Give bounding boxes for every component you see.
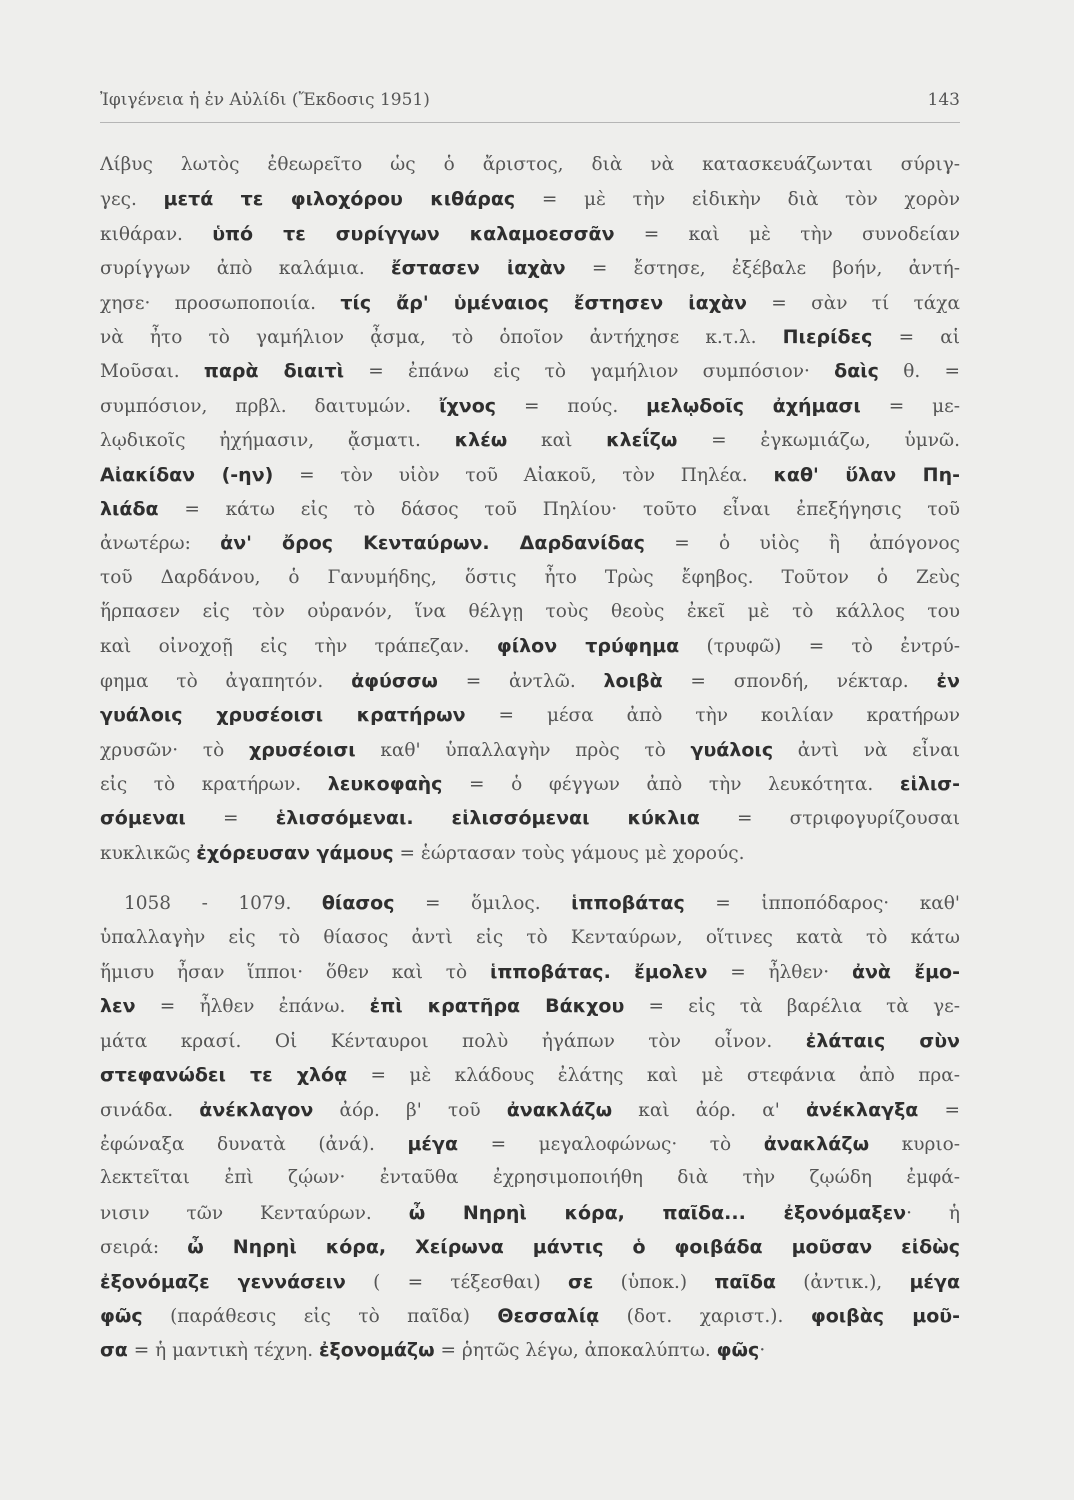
text-line [100, 217, 960, 251]
lemma-term: ἐλάταις σὺν [805, 1029, 960, 1052]
gloss-text: Μοῦσαι. [100, 361, 204, 383]
text-line [100, 836, 960, 870]
page-number: 143 [927, 90, 960, 110]
text-line [100, 1230, 960, 1264]
lemma-term: Θεσσαλίᾳ [497, 1304, 600, 1327]
lemma-term: ἀνέκλαγξα [805, 1098, 919, 1121]
text-line [100, 458, 960, 492]
lemma-term: μετά τε φιλοχόρου κιθάρας [163, 188, 516, 211]
lemma-term: παῖδα [714, 1270, 776, 1293]
gloss-text: κυκλικῶς [100, 842, 197, 864]
text-line [100, 1299, 960, 1333]
text-line [100, 989, 960, 1023]
gloss-text: = μὲ κλάδους ἐλάτης καὶ μὲ στεφάνια ἀπὸ πρα- [347, 1065, 960, 1087]
gloss-text: (ὑποκ.) [593, 1271, 715, 1293]
text-line [100, 561, 960, 595]
lemma-term: λευκοφαὴς [327, 773, 443, 796]
lemma-term: χρυσέοισι [248, 738, 356, 761]
gloss-text: = ἱπποπόδαρος· καθ' [684, 893, 960, 915]
gloss-text: νὰ ἦτο τὸ γαμήλιον ᾆσμα, τὸ ὁποῖον ἀντήχησε κ.τ.λ. [100, 326, 783, 348]
gloss-text: = ἐγκωμιάζω, ὑμνῶ. [677, 430, 960, 452]
gloss-text: = ἦλθεν· [707, 961, 852, 983]
text-line [100, 389, 960, 423]
gloss-text: καὶ ἀόρ. α' [612, 1099, 806, 1121]
page-header [100, 88, 960, 123]
lemma-term: ἀν' ὄρος Κενταύρων. Δαρδανίδας [220, 532, 645, 555]
gloss-text: φημα τὸ ἀγαπητόν. [100, 670, 352, 692]
lemma-term: τίς ἄρ' ὑμέναιος ἔστησεν ἰαχὰν [340, 291, 747, 314]
lemma-term: μελῳδοῖς ἀχήμασι [646, 394, 861, 417]
running-title: Ἰφιγένεια ἡ ἐν Αὐλίδι (Ἔκδοσις 1951) [100, 90, 430, 110]
text-line [100, 733, 960, 767]
gloss-text: = [185, 808, 276, 830]
lemma-term: ἱπποβάτας. ἔμολεν [489, 960, 708, 983]
gloss-text: ἥμισυ ἦσαν ἵπποι· ὅθεν καὶ τὸ [100, 961, 490, 983]
lemma-term: λοιβὰ [603, 669, 663, 692]
lemma-term: ἴχνος [439, 394, 497, 417]
gloss-text: (παράθεσις εἰς τὸ παῖδα) [142, 1305, 498, 1327]
lemma-term: ἱπποβάτας [571, 892, 685, 915]
gloss-text: ἐφώναξα δυνατὰ (ἀνά). [100, 1133, 408, 1155]
gloss-text: ἀόρ. β' τοῦ [313, 1099, 507, 1121]
gloss-text: = ἡ μαντικὴ τέχνη. [127, 1340, 319, 1362]
text-line [100, 955, 960, 989]
gloss-text: εἰς τὸ κρατήρων. [100, 774, 328, 796]
gloss-text: θ. = [878, 361, 960, 383]
gloss-text: καὶ [507, 430, 607, 452]
lemma-term: ἀφύσσω [351, 669, 438, 692]
lemma-term: εἱλισ- [899, 773, 960, 796]
lemma-term: καθ' ὕλαν Πη- [773, 463, 960, 486]
gloss-text: = ἑώρτασαν τοὺς γάμους μὲ χορούς. [393, 842, 745, 864]
lemma-term: ἐξονομάζω [318, 1339, 435, 1362]
lemma-term: κλεΐζω [606, 429, 678, 452]
gloss-text: (ἀντικ.), [775, 1271, 910, 1293]
text-line [100, 182, 960, 216]
text-line [100, 886, 960, 920]
gloss-text: συμπόσιον, πρβλ. δαιτυμών. [100, 395, 440, 417]
gloss-text: λῳδικοῖς ἠχήμασιν, ᾄσματι. [100, 430, 455, 452]
text-line [100, 320, 960, 354]
gloss-text: χρυσῶν· τὸ [100, 739, 249, 761]
lemma-term: ἑλισσόμεναι. εἱλισσόμεναι κύκλια [275, 807, 700, 830]
lemma-term: Πιερίδες [782, 325, 873, 348]
gloss-text: = μεγαλοφώνως· τὸ [458, 1133, 764, 1155]
lemma-term: ἀνέκλαγον [199, 1098, 314, 1121]
gloss-text: καθ' ὑπαλλαγὴν πρὸς τὸ [355, 739, 691, 761]
text-line [100, 148, 960, 182]
gloss-text: = ῥητῶς λέγω, ἀποκαλύπτω. [434, 1340, 717, 1362]
gloss-text: τοῦ Δαρδάνου, ὁ Γανυμήδης, ὅστις ἦτο Τρὼς ἔφηβος. Τοῦτον ὁ Ζεὺς [100, 566, 960, 588]
lemma-term: ἀνὰ ἔμο- [851, 960, 960, 983]
lemma-term: σε [567, 1270, 594, 1293]
lemma-term: σόμεναι [100, 807, 186, 830]
gloss-text: κιθάραν. [100, 223, 213, 245]
gloss-text: χησε· προσωποποιία. [100, 292, 341, 314]
gloss-text: σινάδα. [100, 1099, 200, 1121]
lemma-term: θίασος [321, 892, 395, 915]
text-line [100, 767, 960, 801]
gloss-text: = ἀντλῶ. [437, 670, 604, 692]
lemma-term: ἔστασεν ἰαχὰν [391, 257, 566, 280]
text-line [100, 629, 960, 663]
text-line [100, 1093, 960, 1127]
lemma-term: γυάλοις χρυσέοισι κρατήρων [100, 704, 466, 727]
gloss-text: = ὅμιλος. [394, 893, 572, 915]
gloss-text: (τρυφῶ) = τὸ ἐντρύ- [679, 636, 960, 658]
lemma-term: γυάλοις [690, 738, 774, 761]
paragraph-gap [100, 870, 960, 886]
gloss-text: ἀνωτέρω: [100, 533, 221, 555]
text-line [100, 595, 960, 629]
gloss-text: σειρά: [100, 1237, 188, 1259]
text-line [100, 1127, 960, 1161]
text-line [100, 1333, 960, 1367]
lemma-term: παρὰ διαιτὶ [203, 360, 345, 383]
lemma-term: ὦ Νηρηὶ κόρα, Χείρωνα μάντις ὁ φοιβάδα μοῦσαν εἰδὼς [187, 1236, 960, 1259]
lemma-term: ὑπό τε συρίγγων καλαμοεσσᾶν [212, 222, 615, 245]
text-line [100, 1024, 960, 1058]
gloss-text: = σπονδή, νέκταρ. [662, 670, 937, 692]
gloss-text: ὑπαλλαγὴν εἰς τὸ θίασος ἀντὶ εἰς τὸ Κενταύρων, οἵτινες κατὰ τὸ κάτω [100, 926, 960, 948]
gloss-text: κυριο- [869, 1133, 960, 1155]
lemma-term: φῶς [716, 1339, 760, 1362]
lemma-term: λεν [100, 995, 136, 1018]
lemma-term: ἐξονόμαζε γεννάσειν [100, 1270, 346, 1293]
gloss-text: = κάτω εἰς τὸ δάσος τοῦ Πηλίου· τοῦτο εἶναι ἐπεξήγησις τοῦ [158, 498, 960, 520]
gloss-text: = ἐπάνω εἰς τὸ γαμήλιον συμπόσιον· [344, 361, 835, 383]
lemma-term: φίλον τρύφημα [496, 635, 680, 658]
lemma-term: ἀνακλάζω [506, 1098, 613, 1121]
gloss-text: = ὁ φέγγων ἀπὸ τὴν λευκότητα. [442, 774, 900, 796]
gloss-text: = [918, 1099, 960, 1121]
gloss-text: μάτα κρασί. Οἱ Κένταυροι πολὺ ἠγάπων τὸν οἶνον. [100, 1030, 806, 1052]
lemma-term: ἀνακλάζω [763, 1132, 870, 1155]
gloss-text: = μὲ τὴν εἰδικὴν διὰ τὸν χορὸν [515, 189, 960, 211]
gloss-text: καὶ οἰνοχοῇ εἰς τὴν τράπεζαν. [100, 636, 497, 658]
gloss-text: ἥρπασεν εἰς τὸν οὐρανόν, ἵνα θέλγῃ τοὺς θεοὺς ἐκεῖ μὲ τὸ κάλλος του [100, 601, 960, 623]
lemma-term: κλέω [454, 429, 508, 452]
lemma-term: φῶς [100, 1304, 143, 1327]
text-line [100, 1196, 960, 1230]
text-line [100, 251, 960, 285]
text-line [100, 526, 960, 560]
gloss-text: = σὰν τί τάχα [746, 292, 960, 314]
gloss-text: γες. [100, 189, 164, 211]
gloss-text: = αἱ [872, 326, 960, 348]
gloss-text: νισιν τῶν Κενταύρων. [100, 1202, 409, 1224]
lemma-term: Αἰακίδαν (-ην) [100, 463, 274, 486]
text-line [100, 921, 960, 955]
commentary-text [100, 148, 960, 1368]
gloss-text: λεκτεῖται ἐπὶ ζῴων· ἐνταῦθα ἐχρησιμοποιήθη διὰ τὴν ζῳώδη ἐμφά- [100, 1167, 960, 1189]
gloss-text: ἀντὶ νὰ εἶναι [773, 739, 960, 761]
lemma-term: φοιβὰς μοῦ- [810, 1304, 960, 1327]
text-line [100, 286, 960, 320]
gloss-text: = μέσα ἀπὸ τὴν κοιλίαν κρατήρων [465, 705, 960, 727]
lemma-term: λιάδα [100, 497, 159, 520]
lemma-term: ἐπὶ κρατῆρα Βάκχου [369, 995, 625, 1018]
lemma-term: στεφανώδει τε χλόᾳ [100, 1064, 348, 1087]
gloss-text: ( = τέξεσθαι) [345, 1271, 568, 1293]
gloss-text: Λίβυς λωτὸς ἐθεωρεῖτο ὡς ὁ ἄριστος, διὰ νὰ κατασκευάζωνται σύριγ- [100, 154, 960, 175]
gloss-text: = στριφογυρίζουσαι [699, 808, 960, 830]
text-line [100, 1058, 960, 1092]
gloss-text: = εἰς τὰ βαρέλια τὰ γε- [624, 996, 960, 1018]
lemma-term: μέγα [407, 1132, 459, 1155]
gloss-text: · [759, 1340, 766, 1362]
lemma-term: ἐν [936, 669, 960, 692]
text-line [100, 354, 960, 388]
text-line [100, 698, 960, 732]
gloss-text: = ἦλθεν ἐπάνω. [135, 996, 370, 1018]
gloss-text: = ὁ υἱὸς ἢ ἀπόγονος [644, 533, 960, 555]
gloss-text: = καὶ μὲ τὴν συνοδείαν [614, 223, 960, 245]
lemma-term: ἐχόρευσαν γάμους [196, 841, 394, 864]
gloss-text: = πούς. [496, 395, 647, 417]
text-line [100, 1161, 960, 1195]
lemma-term: μέγα [909, 1270, 960, 1293]
gloss-text: = ἔστησε, ἐξέβαλε βοήν, ἀντή- [565, 258, 960, 280]
lemma-term: ὦ Νηρηὶ κόρα, παῖδα... ἐξονόμαξεν [408, 1201, 907, 1224]
lemma-term: σα [100, 1339, 128, 1362]
text-line [100, 423, 960, 457]
gloss-text: = τὸν υἱὸν τοῦ Αἰακοῦ, τὸν Πηλέα. [273, 464, 774, 486]
gloss-text: 1058 - 1079. [124, 893, 322, 915]
text-line [100, 492, 960, 526]
lemma-term: δαὶς [834, 360, 879, 383]
text-line [100, 1265, 960, 1299]
gloss-text: = με- [860, 395, 960, 417]
gloss-text: · ἡ [906, 1202, 960, 1224]
gloss-text: (δοτ. χαριστ.). [599, 1305, 811, 1327]
text-line [100, 664, 960, 698]
text-line [100, 801, 960, 835]
gloss-text: συρίγγων ἀπὸ καλάμια. [100, 258, 391, 280]
